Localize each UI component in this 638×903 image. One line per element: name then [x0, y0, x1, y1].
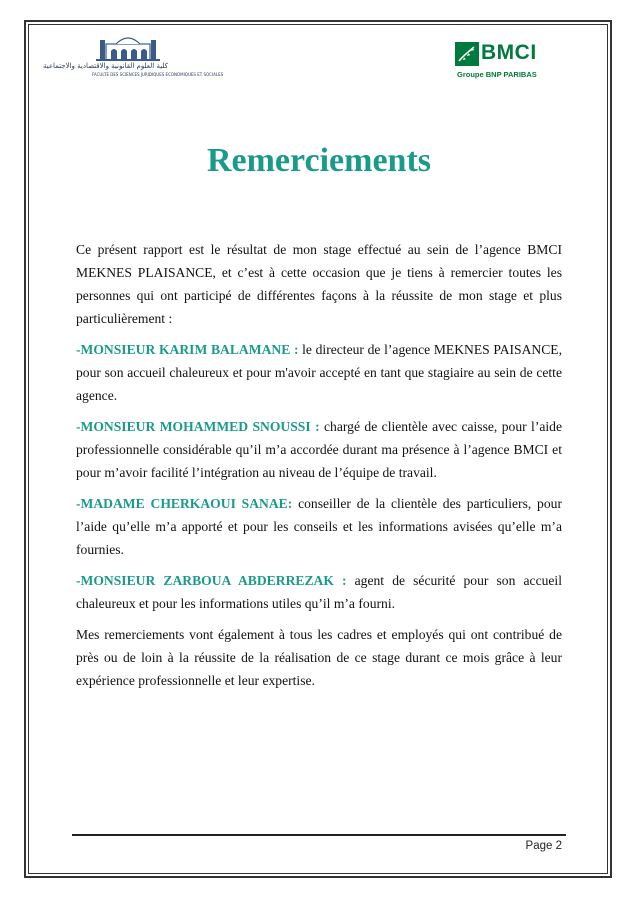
document-body	[76, 238, 562, 700]
bmci-wordmark: BMCI	[481, 41, 537, 64]
thanks-paragraph-4	[76, 569, 562, 615]
university-name-french: FACULTE DES SCIENCES JURIDIQUES ECONOMIQUES ET SOCIALES	[92, 72, 224, 77]
closing-paragraph: Mes remerciements vont également à tous les cadres et employés qui ont contribué de près ou de loin à la réussite de la réalisation de ce stage durant ce mois grâce à leur expérience professionnelle et leur expertise.	[76, 627, 562, 688]
thanked-person-name: -MONSIEUR KARIM BALAMANE :	[76, 342, 299, 357]
thanks-paragraph-2	[76, 415, 562, 484]
bmci-logo	[455, 40, 565, 82]
page-number: Page 2	[525, 840, 562, 852]
thanked-person-name: -MONSIEUR ZARBOUA ABDERREZAK :	[76, 573, 347, 588]
thanks-text: agent de sécurité pour son accueil chaleureux et pour les informations utiles qu’il m’a fourni.	[76, 573, 562, 611]
thanks-text: chargé de clientèle avec caisse, pour l’aide professionnelle considérable qu’il m’a accordée durant ma présence à l’agence BMCI et pour m’avoir facilité l’intégration au niveau de l’équipe de travail.	[76, 419, 563, 480]
thanks-paragraph-1	[76, 338, 562, 407]
university-building-icon	[92, 34, 168, 62]
university-logo	[42, 34, 224, 84]
intro-paragraph: Ce présent rapport est le résultat de mon stage effectué au sein de l’agence BMCI MEKNES PLAISANCE, et c’est à cette occasion que je tiens à remercier toutes les personnes qui ont participé de différentes façons à la réussite de mon stage et plus particulièrement :	[76, 242, 562, 326]
thanked-person-name: -MONSIEUR MOHAMMED SNOUSSI :	[76, 419, 320, 434]
thanks-text: conseiller de la clientèle des particuliers, pour l’aide qu’elle m’a apporté et pour les conseils et les informations avisées qu’elle m’a fournies.	[76, 496, 562, 557]
thanks-paragraph-3	[76, 492, 562, 561]
bnp-stars-icon	[455, 42, 479, 66]
university-name-arabic: كلية العلوم القانونية والاقتصادية والاجتماعية	[42, 62, 168, 70]
footer-divider	[72, 834, 566, 836]
thanked-person-name: -MADAME CHERKAOUI SANAE:	[76, 496, 293, 511]
bmci-group-tagline: Groupe BNP PARIBAS	[457, 70, 537, 79]
thanks-text: le directeur de l’agence MEKNES PAISANCE, pour son accueil chaleureux et pour m'avoir accepté en tant que stagiaire au sein de cette agence.	[76, 342, 563, 403]
page-title: Remerciements	[206, 142, 432, 179]
